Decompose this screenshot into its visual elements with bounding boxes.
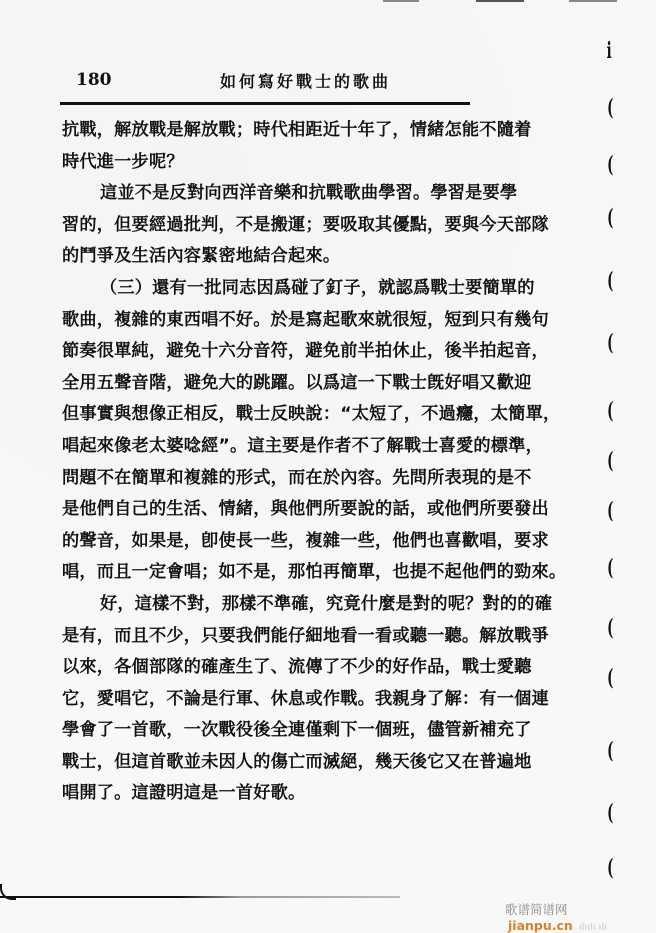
binding-mark-icon: ( (607, 615, 614, 641)
binding-mark-icon: ( (607, 152, 614, 178)
text-line: 習的，但要經過批判，不是搬運；要吸取其優點，要與今天部隊 (62, 214, 549, 235)
text-line: 好，這樣不對，那樣不準確，究竟什麼是對的呢？對的的確 (100, 593, 553, 614)
watermark-domain: jianpu.cn (508, 918, 573, 933)
binding-margin-marks (605, 0, 635, 927)
top-edge-marks (0, 0, 656, 4)
binding-mark-icon: i (606, 38, 612, 64)
binding-mark-icon: ( (607, 555, 614, 581)
text-line: 但事實與想像正相反，戰士反映說：“太短了，不過癮，太簡單， (62, 404, 561, 425)
binding-mark-icon: ( (607, 665, 614, 691)
text-line: 節奏很單純，避免十六分音符，避免前半拍休止，後半拍起音， (62, 341, 549, 362)
binding-mark-icon: ( (607, 205, 614, 231)
text-line: 的聲音，如果是，卽使長一些，複雜一些，他們也喜歡唱，要求 (62, 530, 549, 551)
running-title: 如何寫好戰士的歌曲 (220, 72, 392, 91)
binding-mark-icon: ( (607, 95, 614, 121)
watermark-faint-mark: ılıılı ılı (578, 922, 607, 933)
text-line: 是有，而且不少，只要我們能仔細地看一看或聽一聽。解放戰爭 (62, 625, 549, 646)
text-line: 問題不在簡單和複雜的形式，而在於內容。先問所表現的是不 (62, 467, 532, 488)
text-line: 全用五聲音階，避免大的跳躍。以爲這一下戰士旣好唱又歡迎 (62, 372, 532, 393)
text-line: 以來，各個部隊的確產生了、流傳了不少的好作品，戰士愛聽 (62, 657, 532, 678)
binding-mark-icon: ( (607, 268, 614, 294)
binding-mark-icon: ( (607, 800, 614, 826)
text-line: 這並不是反對向西洋音樂和抗戰歌曲學習。學習是要學 (100, 183, 518, 204)
binding-mark-icon: ( (607, 398, 614, 424)
text-line: （三）還有一批同志因爲碰了釘子，就認爲戰士要簡單的 (100, 277, 535, 298)
text-line: 學會了一首歌，一次戰役後全連僅剩下一個班，儘管新補充了 (62, 720, 532, 741)
text-line: 戰士，但這首歌並未因人的傷亡而滅絕，幾天後它又在普遍地 (62, 751, 532, 772)
page-number: 180 (76, 70, 112, 90)
text-line: 唱起來像老太婆唸經”。這主要是作者不了解戰士喜愛的標準， (62, 435, 543, 456)
text-line: 抗戰，解放戰是解放戰；時代相距近十年了，情緒怎能不隨着 (62, 120, 532, 140)
text-line: 時代進一步呢？ (62, 151, 184, 172)
page-header (68, 66, 478, 96)
binding-mark-icon: ( (607, 738, 614, 764)
binding-mark-icon: ( (607, 448, 614, 474)
body-text (62, 115, 567, 810)
watermark (505, 900, 656, 933)
text-line: 它，愛唱它，不論是行軍、休息或作戰。我親身了解：有一個連 (62, 688, 549, 709)
header-rule (60, 102, 470, 105)
binding-mark-icon: ( (607, 855, 614, 881)
text-line: 唱開了。這證明這是一首好歌。 (62, 783, 306, 804)
binding-mark-icon: ( (607, 330, 614, 356)
binding-mark-icon: ( (607, 498, 614, 524)
text-line: 是他們自己的生活、情緒，與他們所要說的話，或他們所要發出 (62, 499, 549, 520)
text-line: 唱，而且一定會唱；如不是，那怕再簡單，也提不起他們的勁來。 (62, 562, 567, 583)
text-line: 歌曲，複雜的東西唱不好。於是寫起歌來就很短，短到只有幾句 (62, 309, 549, 330)
watermark-site-name: 歌谱简谱网 (505, 902, 568, 917)
bottom-edge-rule (0, 896, 400, 898)
text-line: 的鬥爭及生活內容緊密地結合起來。 (62, 246, 341, 267)
